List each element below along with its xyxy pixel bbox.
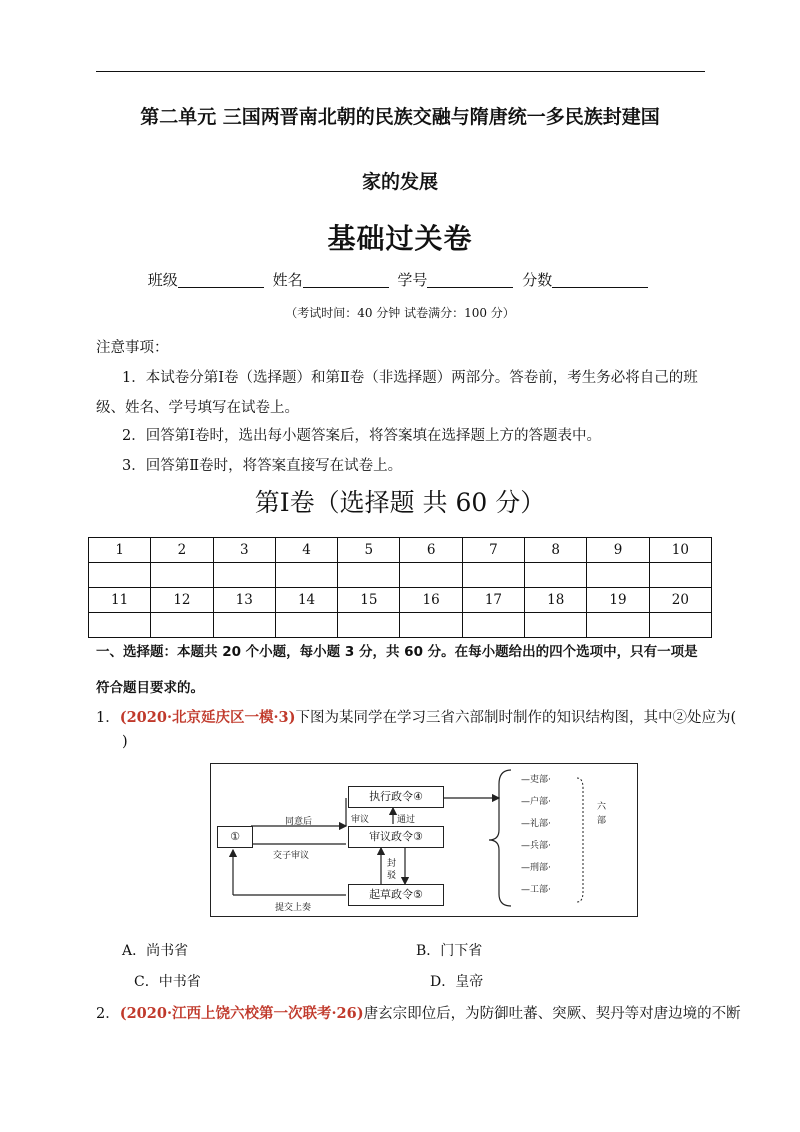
diagram-blank-box: ① bbox=[217, 826, 253, 848]
answer-cell[interactable] bbox=[587, 613, 649, 638]
class-label: 班级 bbox=[147, 271, 178, 289]
diagram-ministry: —礼部· bbox=[521, 819, 551, 829]
diagram-exec-box: 执行政令④ bbox=[348, 786, 444, 808]
diagram-ministry: —工部· bbox=[521, 885, 551, 895]
score-field[interactable] bbox=[552, 271, 648, 288]
diagram-pass-label: 通过 bbox=[397, 815, 416, 825]
answer-number: 5 bbox=[338, 538, 400, 563]
question-source: (2020·北京延庆区一模·3) bbox=[119, 709, 296, 726]
student-info-row bbox=[0, 269, 800, 290]
answer-cell[interactable] bbox=[151, 613, 213, 638]
answer-number: 4 bbox=[275, 538, 337, 563]
answer-number: 2 bbox=[151, 538, 213, 563]
answer-blank-row-1 bbox=[89, 563, 712, 588]
answer-number: 1 bbox=[89, 538, 151, 563]
answer-header-row-2 bbox=[89, 588, 712, 613]
question-2 bbox=[96, 1002, 741, 1023]
answer-cell[interactable] bbox=[400, 613, 462, 638]
answer-number: 19 bbox=[587, 588, 649, 613]
id-field[interactable] bbox=[427, 271, 513, 288]
instructions-line1: 一、选择题：本题共 20 个小题，每小题 3 分，共 60 分。在每小题给出的四个选项中，只有一项是 bbox=[96, 644, 698, 660]
diagram-submit-label: 提交上奏 bbox=[275, 903, 312, 913]
diagram-ministry: —户部· bbox=[521, 797, 551, 807]
answer-cell[interactable] bbox=[587, 563, 649, 588]
question-close-paren: ) bbox=[122, 734, 128, 750]
name-label: 姓名 bbox=[272, 271, 303, 289]
three-departments-diagram bbox=[210, 763, 638, 917]
question-number: 1． bbox=[96, 710, 120, 726]
notice-title: 注意事项： bbox=[96, 340, 169, 356]
header-rule bbox=[96, 71, 705, 72]
unit-title-line1: 第二单元 三国两晋南北朝的民族交融与隋唐统一多民族封建国 bbox=[140, 106, 660, 128]
answer-cell[interactable] bbox=[525, 613, 587, 638]
option-a[interactable]: A．尚书省 bbox=[122, 943, 189, 959]
diagram-seal-label-2: 驳 bbox=[387, 871, 397, 881]
option-d[interactable]: D．皇帝 bbox=[430, 974, 484, 990]
name-field[interactable] bbox=[303, 271, 389, 288]
answer-cell[interactable] bbox=[338, 563, 400, 588]
diagram-review-box: 审议政令③ bbox=[348, 826, 444, 848]
notice-item-2: 2．回答第Ⅰ卷时，选出每小题答案后，将答案填在选择题上方的答题表中。 bbox=[122, 428, 601, 444]
score-label: 分数 bbox=[522, 271, 553, 289]
diagram-ministry: —吏部· bbox=[521, 775, 551, 785]
question-text: 唐玄宗即位后，为防御吐蕃、突厥、契丹等对唐边境的不断 bbox=[363, 1006, 741, 1022]
answer-table bbox=[88, 537, 712, 638]
notice-item-1a: 1．本试卷分第Ⅰ卷（选择题）和第Ⅱ卷（非选择题）两部分。答卷前，考生务必将自己的班 bbox=[122, 370, 698, 386]
answer-number: 18 bbox=[525, 588, 587, 613]
answer-blank-row-2 bbox=[89, 613, 712, 638]
answer-number: 12 bbox=[151, 588, 213, 613]
answer-header-row-1 bbox=[89, 538, 712, 563]
answer-cell[interactable] bbox=[525, 563, 587, 588]
option-c[interactable]: C．中书省 bbox=[134, 974, 201, 990]
answer-cell[interactable] bbox=[649, 613, 711, 638]
answer-cell[interactable] bbox=[89, 613, 151, 638]
answer-number: 8 bbox=[525, 538, 587, 563]
answer-cell[interactable] bbox=[649, 563, 711, 588]
answer-cell[interactable] bbox=[462, 563, 524, 588]
question-1 bbox=[96, 706, 736, 727]
notice-item-3: 3．回答第Ⅱ卷时，将答案直接写在试卷上。 bbox=[122, 458, 403, 474]
time-note: （考试时间：40 分钟 试卷满分：100 分） bbox=[285, 306, 515, 320]
answer-cell[interactable] bbox=[275, 613, 337, 638]
answer-cell[interactable] bbox=[151, 563, 213, 588]
exam-title: 基础过关卷 bbox=[327, 222, 473, 255]
section-title: 第Ⅰ卷（选择题 共 60 分） bbox=[254, 488, 546, 517]
diagram-ministry: —刑部· bbox=[521, 863, 551, 873]
instructions-line2: 符合题目要求的。 bbox=[96, 680, 204, 696]
answer-number: 6 bbox=[400, 538, 462, 563]
answer-cell[interactable] bbox=[89, 563, 151, 588]
answer-cell[interactable] bbox=[213, 563, 275, 588]
diagram-review-label: 审议 bbox=[351, 815, 370, 825]
answer-cell[interactable] bbox=[275, 563, 337, 588]
answer-number: 7 bbox=[462, 538, 524, 563]
diagram-submit-review-label: 交子审议 bbox=[273, 851, 310, 861]
answer-number: 10 bbox=[649, 538, 711, 563]
answer-number: 9 bbox=[587, 538, 649, 563]
answer-number: 11 bbox=[89, 588, 151, 613]
answer-number: 17 bbox=[462, 588, 524, 613]
question-number: 2． bbox=[96, 1006, 120, 1022]
id-label: 学号 bbox=[397, 271, 428, 289]
answer-number: 15 bbox=[338, 588, 400, 613]
answer-number: 3 bbox=[213, 538, 275, 563]
diagram-agree-label: 同意后 bbox=[285, 817, 313, 827]
unit-title-line2: 家的发展 bbox=[361, 171, 438, 193]
answer-number: 20 bbox=[649, 588, 711, 613]
diagram-seal-label-1: 封 bbox=[387, 859, 397, 869]
answer-number: 13 bbox=[213, 588, 275, 613]
question-source: (2020·江西上饶六校第一次联考·26) bbox=[119, 1005, 364, 1022]
answer-cell[interactable] bbox=[213, 613, 275, 638]
class-field[interactable] bbox=[178, 271, 264, 288]
diagram-ministry: —兵部· bbox=[521, 841, 551, 851]
answer-number: 16 bbox=[400, 588, 462, 613]
notice-item-1b: 级、姓名、学号填写在试卷上。 bbox=[96, 400, 299, 416]
option-b[interactable]: B．门下省 bbox=[416, 943, 483, 959]
answer-number: 14 bbox=[275, 588, 337, 613]
answer-cell[interactable] bbox=[400, 563, 462, 588]
question-text: 下图为某同学在学习三省六部制时制作的知识结构图，其中②处应为( bbox=[295, 710, 737, 726]
diagram-six-ministries-label: 六部 bbox=[597, 802, 607, 826]
answer-cell[interactable] bbox=[462, 613, 524, 638]
diagram-draft-box: 起草政令⑤ bbox=[348, 884, 444, 906]
answer-cell[interactable] bbox=[338, 613, 400, 638]
